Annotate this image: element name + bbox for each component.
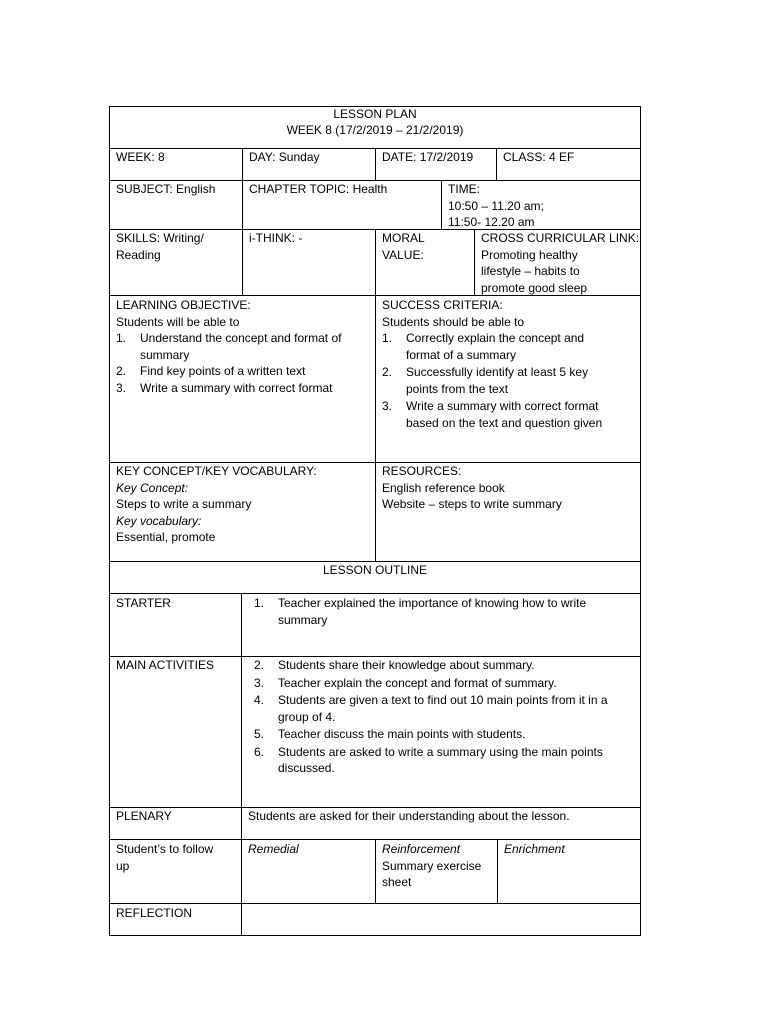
main-activities-content [242,657,638,777]
enrichment-cell: Enrichment [504,842,565,856]
list-item [254,692,626,725]
page-title: LESSON PLAN [333,107,417,121]
moral-value-cell [376,230,431,263]
item-text: Students are given a text to find out 10 main points from it in a group of 4. [278,693,608,724]
cross-curricular-cell [475,230,645,296]
cross-line: Promoting healthy [481,247,578,262]
learning-objective-list [116,330,369,396]
key-vocabulary-label: Key vocabulary: [116,513,202,528]
cross-line: lifestyle – habits to [481,264,580,278]
moral-line: VALUE: [382,247,424,262]
time-slot-2: 11:50- 12.20 am [448,215,535,229]
item-text: Write a summary with correct format [140,380,333,395]
item-number: 2. [254,658,265,672]
item-text: Teacher discuss the main points with students. [278,727,526,741]
success-criteria-intro: Students should be able to [382,314,525,329]
item-text: Understand the concept and format of summary [140,331,342,362]
moral-line: MORAL [382,231,425,245]
key-concept-label: Key Concept: [116,480,189,495]
follow-up-line: Student’s to follow [116,842,214,856]
item-number: 1. [382,331,393,345]
skills-line: SKILLS: Writing/ [116,231,204,245]
remedial-cell: Remedial [248,842,299,856]
plenary-label: PLENARY [116,809,172,823]
item-number: 3. [116,380,127,395]
item-text: Successfully identify at least 5 key points from the text [406,365,589,396]
item-text: Teacher explained the importance of knowing how to write summary [278,596,587,627]
success-criteria-heading: SUCCESS CRITERIA: [382,298,503,312]
list-item [254,657,626,674]
success-criteria-cell [376,297,638,431]
follow-up-label [110,841,219,874]
week-cell: WEEK: 8 [116,150,165,164]
item-number: 2. [382,365,393,379]
list-item [382,398,612,431]
learning-objective-cell [110,297,375,396]
main-activities-label: MAIN ACTIVITIES [116,658,215,672]
day-cell: DAY: Sunday [249,150,320,164]
item-number: 5. [254,727,265,741]
item-number: 1. [116,331,127,345]
resources-heading: RESOURCES: [382,464,462,478]
reinforcement-label: Reinforcement [382,842,461,856]
ithink-cell: i-THINK: - [249,231,303,245]
item-number: 6. [254,744,265,759]
time-label: TIME: [448,182,480,196]
chapter-topic-cell: CHAPTER TOPIC: Health [249,182,388,196]
key-vocabulary-value: Essential, promote [116,530,216,544]
list-item [116,363,361,380]
starter-content [242,595,638,628]
item-text: Find key points of a written text [140,364,306,378]
list-item [116,330,361,363]
main-activities-list [248,657,632,777]
time-slot-1: 10:50 – 11.20 am; [448,198,544,213]
reinforcement-cell [376,841,487,891]
learning-objective-heading: LEARNING OBJECTIVE: [116,298,251,312]
cross-line: promote good sleep [481,280,588,295]
item-text: Teacher explain the concept and format of summary. [278,675,557,690]
cross-line: CROSS CURRICULAR LINK: [481,231,640,245]
item-number: 2. [116,364,127,378]
date-cell: DATE: 17/2/2019 [382,150,474,164]
week-range: WEEK 8 (17/2/2019 – 21/2/2019) [286,123,464,137]
item-number: 3. [382,399,393,413]
item-text: Write a summary with correct format based on the text and question given [406,399,603,430]
resource-item: Website – steps to write summary [382,497,562,511]
starter-label: STARTER [116,596,171,610]
list-item [254,726,626,743]
skills-line: Reading [116,247,161,262]
item-number: 4. [254,693,265,707]
subject-cell: SUBJECT: English [116,182,216,196]
reflection-label: REFLECTION [116,906,193,920]
list-item [254,744,626,777]
learning-objective-intro: Students will be able to [116,314,240,329]
list-item [382,364,612,397]
item-number: 1. [254,596,265,610]
resources-cell [376,463,568,513]
success-criteria-list [382,330,632,431]
item-text: Students are asked to write a summary using the main points discussed. [278,744,603,775]
item-text: Students share their knowledge about summary. [278,658,535,672]
list-item [382,330,612,363]
lesson-outline-heading: LESSON OUTLINE [322,563,428,577]
key-vocabulary-heading: KEY CONCEPT/KEY VOCABULARY: [116,464,317,478]
skills-cell [110,230,210,263]
starter-list [248,595,632,628]
list-item [254,675,626,692]
class-cell: CLASS: 4 EF [503,150,575,164]
list-item [254,595,626,628]
plenary-content: Students are asked for their understanding about the lesson. [248,809,570,823]
time-cell [442,181,550,231]
resource-item: English reference book [382,480,505,495]
item-number: 3. [254,675,265,690]
reinforcement-line: Summary exercise [382,858,482,873]
row-divider [109,593,641,594]
key-vocabulary-cell [110,463,323,546]
list-item [116,380,361,397]
reinforcement-line: sheet [382,875,412,889]
follow-up-line: up [116,858,130,873]
key-concept-value: Steps to write a summary [116,497,252,511]
item-text: Correctly explain the concept and format of a summary [406,331,585,362]
